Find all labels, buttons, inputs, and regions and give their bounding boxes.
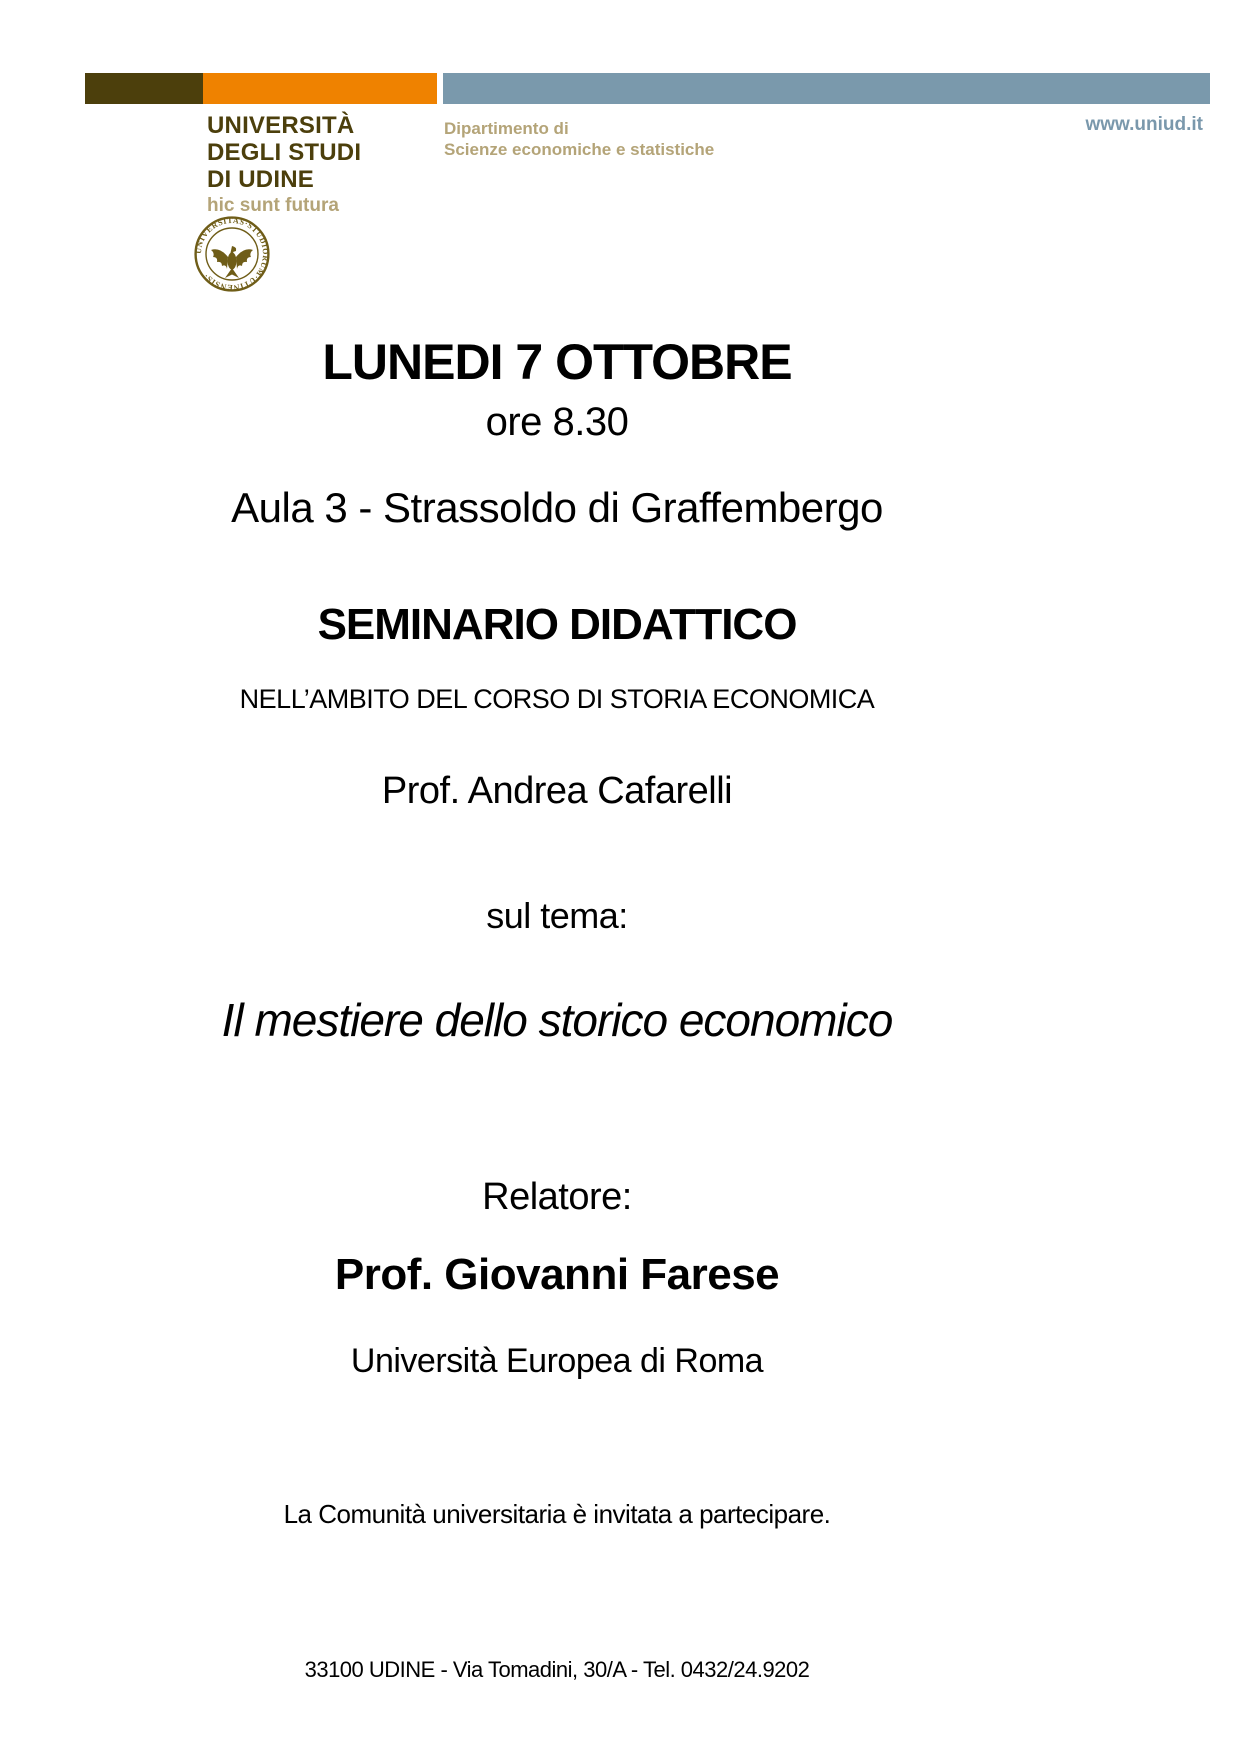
speaker-affiliation: Università Europea di Roma bbox=[350, 1342, 764, 1380]
university-seal-icon bbox=[194, 216, 270, 292]
university-name-line3: DI UDINE bbox=[207, 166, 314, 193]
theme-label: sul tema: bbox=[486, 895, 628, 936]
header-bar-olive-segment bbox=[85, 73, 203, 104]
footer-address: 33100 UDINE - Via Tomadini, 30/A - Tel. 0432/24.9202 bbox=[304, 1657, 810, 1682]
speaker-name: Prof. Giovanni Farese bbox=[334, 1250, 780, 1299]
department-name bbox=[444, 118, 714, 160]
header-bar-orange-segment bbox=[203, 73, 437, 104]
seal-ring-text: UNIVERSITAS·STUDIORUM·UTINENSIS· bbox=[194, 216, 270, 292]
event-type: SEMINARIO DIDATTICO bbox=[317, 600, 797, 649]
event-location: Aula 3 - Strassoldo di Graffembergo bbox=[231, 484, 883, 531]
seminar-title: Il mestiere dello storico economico bbox=[221, 994, 893, 1046]
university-name-line1: UNIVERSITÀ bbox=[207, 112, 355, 139]
event-time: ore 8.30 bbox=[485, 400, 629, 444]
invitation-text: La Comunità universitaria è invitata a partecipare. bbox=[283, 1499, 831, 1529]
department-line1: Dipartimento di bbox=[444, 119, 569, 138]
website-link[interactable]: www.uniud.it bbox=[1085, 114, 1203, 135]
university-tagline: hic sunt futura bbox=[207, 195, 339, 216]
event-context: NELL’AMBITO DEL CORSO DI STORIA ECONOMICA bbox=[239, 684, 875, 714]
department-line2: Scienze economiche e statistiche bbox=[444, 140, 715, 159]
course-professor: Prof. Andrea Cafarelli bbox=[381, 770, 733, 812]
header-bar-blue-segment bbox=[443, 73, 1210, 104]
university-name-line2: DEGLI STUDI bbox=[207, 139, 362, 166]
university-name bbox=[207, 112, 361, 193]
event-date: LUNEDI 7 OTTOBRE bbox=[322, 334, 792, 390]
speaker-label: Relatore: bbox=[482, 1176, 632, 1218]
eagle-icon bbox=[211, 246, 253, 278]
